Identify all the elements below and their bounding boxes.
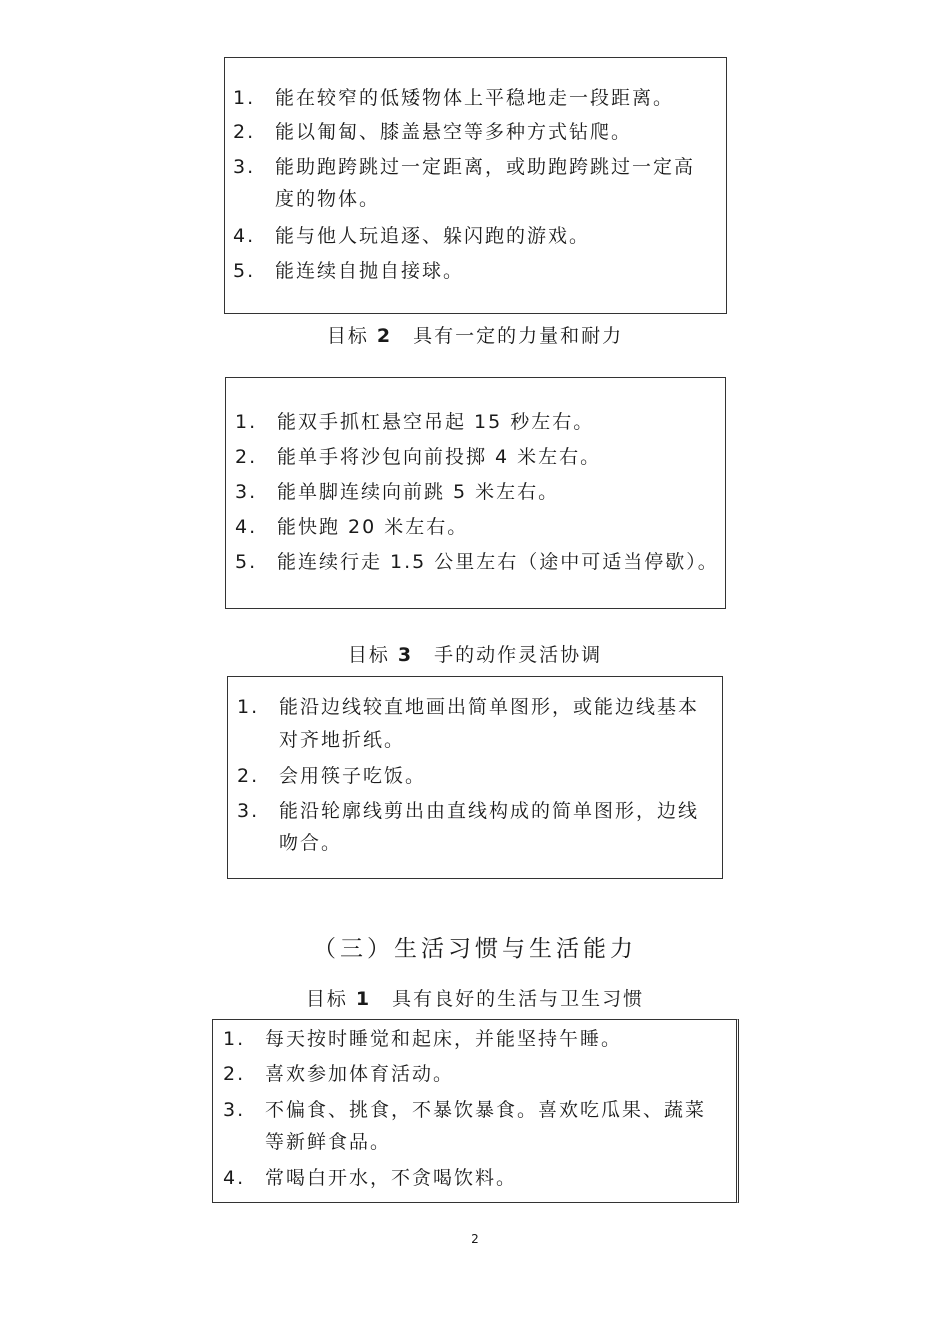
goal3-list-box: 1. 能沿边线较直地画出简单图形，或能边线基本 对齐地折纸。 2. 会用筷子吃饭。 3. 能沿轮廓线剪出由直线构成的简单图形，边线 吻合。 <box>227 676 723 879</box>
goal2-list-box: 1. 能双手抓杠悬空吊起 15 秒左右。 2. 能单手将沙包向前投掷 4 米左右。 3. 能单脚连续向前跳 5 米左右。 4. 能快跑 20 米左右。 5. 能连续行走 1.5 公里左右（途中可适当停歇）。 <box>225 377 726 609</box>
goal2-heading: 目标 2 具有一定的力量和耐力 <box>326 325 624 347</box>
goal3-heading: 目标 3 手的动作灵活协调 <box>347 644 603 666</box>
page-number: 2 <box>471 1232 479 1246</box>
goal1-heading: 目标 1 具有良好的生活与卫生习惯 <box>305 988 645 1010</box>
section-title: （三）生活习惯与生活能力 <box>313 936 637 962</box>
goal1-list-box: 1. 能在较窄的低矮物体上平稳地走一段距离。 2. 能以匍匐、膝盖悬空等多种方式钻爬。 3. 能助跑跨跳过一定距离，或助跑跨跳过一定高 度的物体。 4. 能与他人玩追逐、躲闪跑的游戏。 5. 能连续自抛自接球。 <box>224 57 727 314</box>
habits-list-box: 1. 每天按时睡觉和起床，并能坚持午睡。 2. 喜欢参加体育活动。 3. 不偏食、挑食，不暴饮暴食。喜欢吃瓜果、蔬菜 等新鲜食品。 4. 常喝白开水，不贪喝饮料。 <box>212 1019 739 1203</box>
